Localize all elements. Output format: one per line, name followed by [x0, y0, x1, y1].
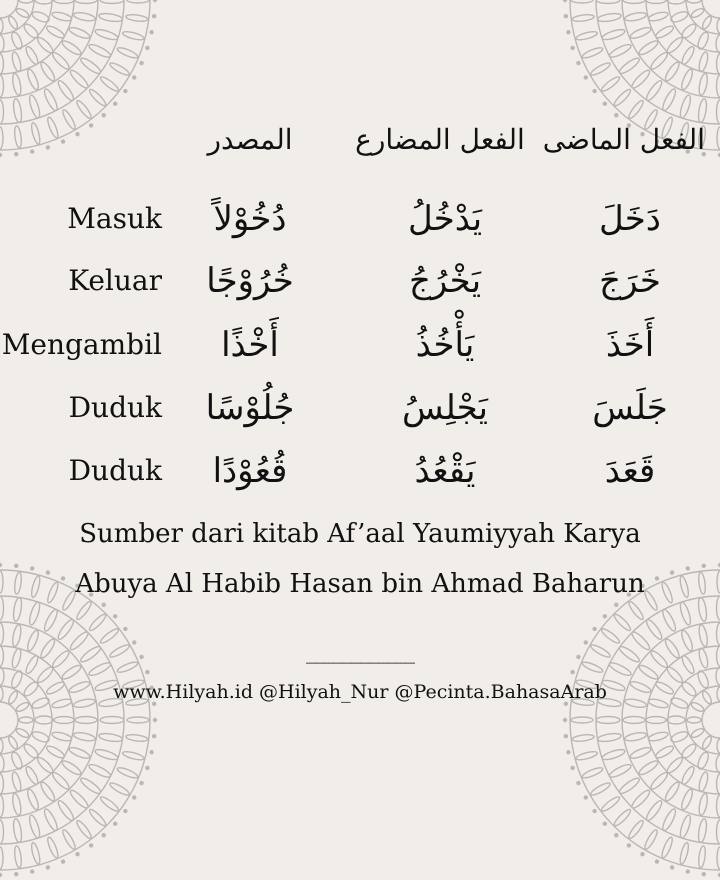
- masdar-word: دُخُوْلاً: [195, 194, 305, 244]
- past-verb: دَخَلَ: [575, 194, 685, 244]
- meaning-text: Duduk: [69, 383, 162, 433]
- verb-row: [0, 194, 720, 244]
- source-line-1: Sumber dari kitab Af’aal Yaumiyyah Karya: [0, 516, 720, 552]
- present-verb: يَقْعُدُ: [385, 446, 505, 496]
- masdar-word: جُلُوْسًا: [195, 383, 305, 433]
- masdar-word: أَخْذًا: [195, 320, 305, 370]
- present-verb: يَخْرُجُ: [385, 256, 505, 306]
- footer-divider: ____________: [0, 640, 720, 664]
- meaning-text: Mengambil: [2, 320, 162, 370]
- past-verb: جَلَسَ: [575, 383, 685, 433]
- meaning-text: Duduk: [69, 446, 162, 496]
- meaning-text: Masuk: [67, 194, 162, 244]
- corner-mandala-bottom-right: [560, 560, 720, 880]
- past-verb: خَرَجَ: [575, 256, 685, 306]
- verb-row: [0, 446, 720, 496]
- masdar-word: خُرُوْجًا: [195, 256, 305, 306]
- past-verb: أَخَذَ: [575, 320, 685, 370]
- header-masdar: المصدر: [200, 120, 300, 160]
- footer-credits: www.Hilyah.id @Hilyah_Nur @Pecinta.BahasaArab: [0, 678, 720, 706]
- source-line-2: Abuya Al Habib Hasan bin Ahmad Baharun: [0, 566, 720, 602]
- corner-mandala-top-left: [0, 0, 160, 160]
- past-verb: قَعَدَ: [575, 446, 685, 496]
- verb-row: [0, 383, 720, 433]
- header-past-tense: الفعل الماضى: [555, 120, 705, 160]
- present-verb: يَدْخُلُ: [385, 194, 505, 244]
- present-verb: يَجْلِسُ: [385, 383, 505, 433]
- header-present-tense: الفعل المضارع: [350, 120, 530, 160]
- verb-row: [0, 320, 720, 370]
- meaning-text: Keluar: [68, 256, 162, 306]
- masdar-word: قُعُوْدًا: [195, 446, 305, 496]
- corner-mandala-bottom-left: [0, 560, 160, 880]
- verb-row: [0, 256, 720, 306]
- present-verb: يَأْخُذُ: [385, 320, 505, 370]
